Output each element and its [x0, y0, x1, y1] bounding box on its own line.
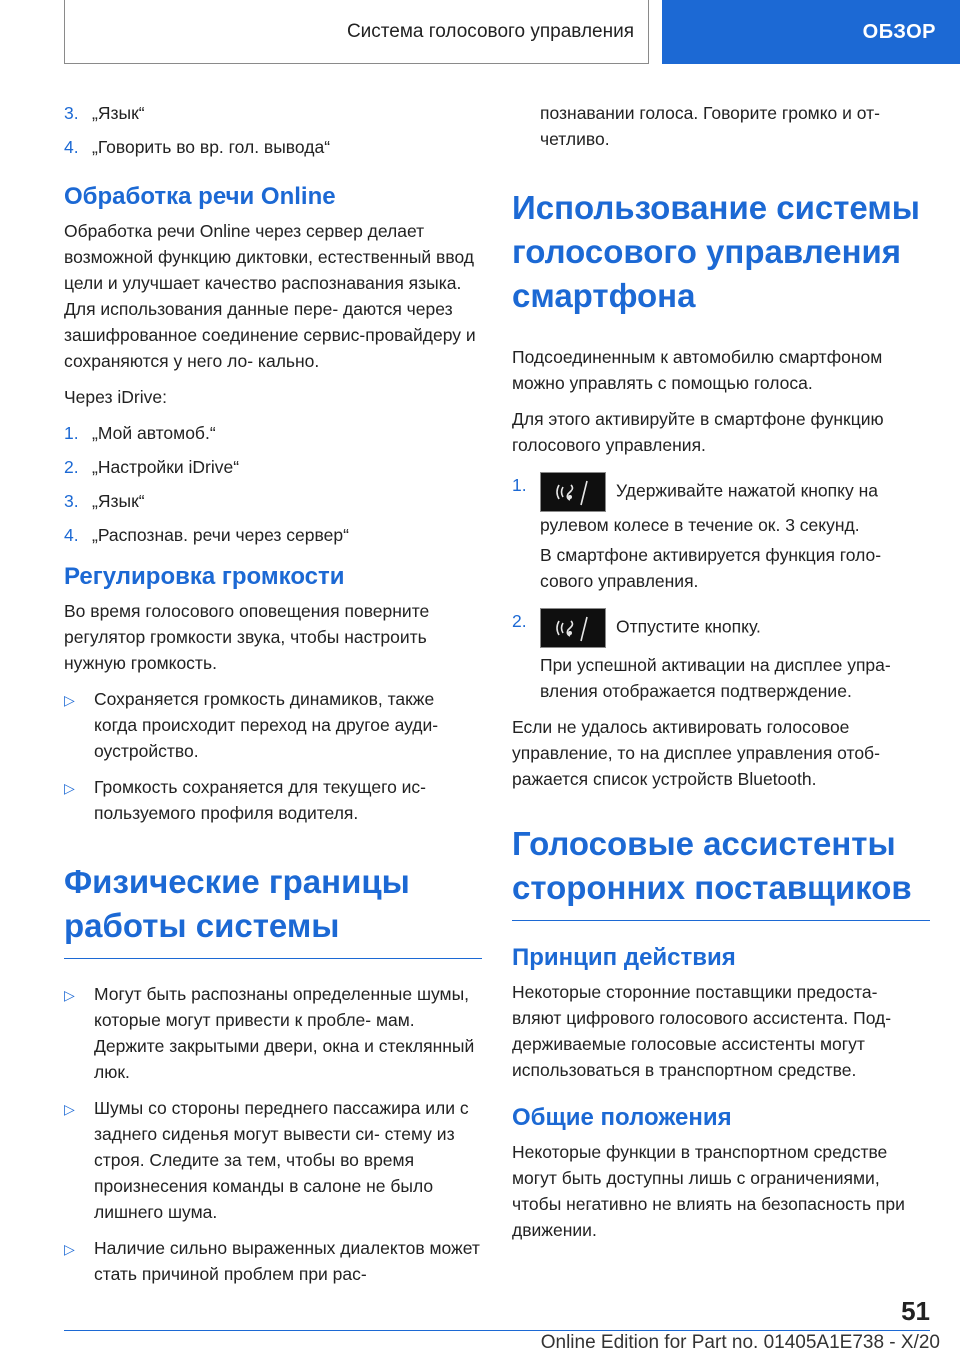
- step-number: 2.: [512, 611, 527, 631]
- step-item: [512, 472, 930, 538]
- step-text: Удерживайте нажатой кнопку на рулевом колесе в течение ок. 3 секунд.: [540, 480, 878, 535]
- triangle-right-outline-icon: ▷: [64, 987, 75, 1003]
- smartphone-heading-line1: Использование системы: [512, 189, 920, 226]
- list-number: 4.: [64, 137, 79, 157]
- volume-heading: Регулировка громкости: [64, 563, 345, 590]
- footer-edition: Online Edition for Part no. 01405A1E738 - X/20: [540, 1332, 940, 1353]
- list-number: 2.: [64, 457, 79, 477]
- principle-paragraph: Некоторые сторонние поставщики предоста- вляют цифрового голосового ассистента. Под- держиваемые голосовые ассистенты могут использоваться в транспортном средстве.: [512, 982, 892, 1080]
- bullet-text: Могут быть распознаны определенные шумы, которые могут привести к пробле- мам. Держите закрытыми двери, окна и стеклянный люк.: [94, 984, 475, 1082]
- third-party-heading-line1: Голосовые ассистенты: [512, 825, 896, 862]
- bullet-text: Громкость сохраняется для текущего ис- пользуемого профиля водителя.: [94, 777, 427, 823]
- voice-command-steering-button-icon: [540, 608, 606, 648]
- list-text: „Распознав. речи через сервер“: [92, 525, 349, 545]
- smartphone-heading-line3: смартфона: [512, 277, 696, 314]
- volume-paragraph: Во время голосового оповещения поверните регулятор громкости звука, чтобы настроить нужную громкость.: [64, 601, 430, 673]
- step-result: В смартфоне активируется функция голо- сового управления.: [540, 545, 882, 591]
- bullet-text: Сохраняется громкость динамиков, также когда происходит переход на другое ауди- оустройство.: [94, 689, 439, 761]
- smartphone-heading-block: [512, 186, 930, 318]
- right-column: [512, 100, 930, 1253]
- bullet-item: [64, 1095, 482, 1225]
- bullet-item: [64, 774, 482, 826]
- section-title: Система голосового управления: [346, 20, 634, 42]
- page-number: 51: [901, 1296, 930, 1326]
- step-number: 1.: [512, 475, 527, 495]
- list-text: „Язык“: [92, 491, 145, 511]
- triangle-right-outline-icon: ▷: [64, 780, 75, 796]
- voice-command-steering-button-icon: [540, 472, 606, 512]
- list-number: 3.: [64, 491, 79, 511]
- footer-divider: [64, 1330, 930, 1331]
- online-speech-paragraph: Обработка речи Online через сервер делает возможной функцию диктовки, естественный ввод цели и улучшает качество распознавания языка. Для использования данные пере- даются через зашифрованное соединение сервис-провайдеру и сохраняются у него ло- кально.: [64, 221, 476, 371]
- limits-heading-block: [64, 860, 482, 959]
- smartphone-heading-line2: голосового управления: [512, 233, 902, 270]
- list-text: „Мой автомоб.“: [92, 423, 216, 443]
- bullet-item: [64, 1235, 482, 1287]
- list-number: 1.: [64, 423, 79, 443]
- list-text: „Настройки iDrive“: [92, 457, 240, 477]
- list-text: „Язык“: [92, 103, 145, 123]
- running-header-section: [64, 0, 649, 64]
- general-paragraph: Некоторые функции в транспортном средстве могут быть доступны лишь с ограничениями, чтобы негативно не влиять на безопасность при движении.: [512, 1142, 905, 1240]
- list-item: [64, 100, 482, 126]
- third-party-heading-line2: сторонних поставщиков: [512, 869, 912, 906]
- bullet-item: [64, 686, 482, 764]
- limits-heading-line1: Физические границы: [64, 863, 410, 900]
- chapter-tab: [662, 0, 960, 64]
- third-party-heading-block: [512, 822, 930, 921]
- chapter-title: ОБЗОР: [862, 20, 936, 43]
- left-column: [64, 100, 482, 1297]
- list-item: [64, 454, 482, 480]
- idrive-intro: Через iDrive:: [64, 387, 167, 407]
- triangle-right-outline-icon: ▷: [64, 692, 75, 708]
- step-text: Отпустите кнопку.: [616, 616, 761, 637]
- list-item: [64, 522, 482, 548]
- list-item: [64, 420, 482, 446]
- smartphone-paragraph-1: Подсоединенным к автомобилю смартфоном можно управлять с помощью голоса.: [512, 347, 883, 393]
- list-item: [64, 134, 482, 160]
- list-text: „Говорить во вр. гол. вывода“: [92, 137, 331, 157]
- step-item: [512, 608, 930, 648]
- step-result: При успешной активации на дисплее упра- вления отображается подтверждение.: [540, 655, 891, 701]
- continued-paragraph: познавании голоса. Говорите громко и от- четливо.: [540, 103, 880, 149]
- general-heading: Общие положения: [512, 1104, 732, 1131]
- bullet-text: Шумы со стороны переднего пассажира или с заднего сиденья могут вывести си- стему из строя. Следите за тем, чтобы во время произнесения команды в салоне не было лишнего шума.: [94, 1098, 469, 1222]
- list-number: 4.: [64, 525, 79, 545]
- bullet-item: [64, 981, 482, 1085]
- online-speech-heading: Обработка речи Online: [64, 183, 336, 210]
- bullet-text: Наличие сильно выраженных диалектов может стать причиной проблем при рас-: [94, 1238, 480, 1284]
- smartphone-paragraph-2: Для этого активируйте в смартфоне функцию голосового управления.: [512, 409, 884, 455]
- limits-heading-line2: работы системы: [64, 907, 340, 944]
- triangle-right-outline-icon: ▷: [64, 1241, 75, 1257]
- principle-heading: Принцип действия: [512, 944, 736, 971]
- list-number: 3.: [64, 103, 79, 123]
- fail-paragraph: Если не удалось активировать голосовое управление, то на дисплее управления отоб- ражается список устройств Bluetooth.: [512, 717, 880, 789]
- triangle-right-outline-icon: ▷: [64, 1101, 75, 1117]
- list-item: [64, 488, 482, 514]
